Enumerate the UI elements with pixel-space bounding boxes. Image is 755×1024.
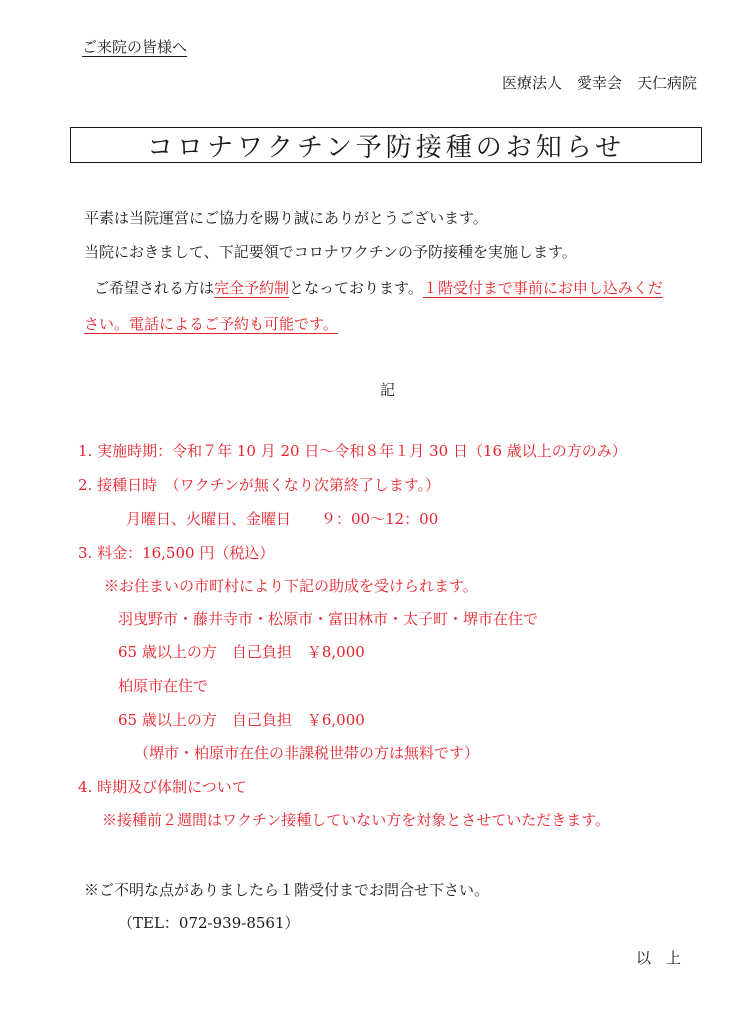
subsidy-amount-2: 65 歳以上の方 自己負担 ￥6,000 xyxy=(118,711,365,729)
intro-line-2: 当院におきまして、下記要領でコロナワクチンの予防接種を実施します。 xyxy=(84,243,577,261)
subsidy-amount-1: 65 歳以上の方 自己負担 ￥8,000 xyxy=(118,643,365,661)
telephone-number: （TEL：072-939-8561） xyxy=(118,914,300,932)
apply-at-reception-highlight: １階受付まで事前にお申し込みくだ xyxy=(422,279,663,297)
item-period-system: 4. 時期及び体制について xyxy=(78,778,247,796)
item-period: 1. 実施時期：令和７年 10 月 20 日〜令和８年１月 30 日（16 歳以上の方のみ） xyxy=(78,442,627,460)
item-fee: 3. 料金：16,500 円（税込） xyxy=(78,544,275,562)
title-box xyxy=(70,127,702,163)
item-schedule-detail: 月曜日、火曜日、金曜日 ９：00〜12：00 xyxy=(126,510,439,528)
intro-prefix: ご希望される方は xyxy=(94,279,215,297)
intro-line-3 xyxy=(94,277,663,298)
page-title: コロナワクチン予防接種のお知らせ xyxy=(147,132,625,163)
inquiry-note: ※ご不明な点がありましたら１階受付までお問合せ下さい。 xyxy=(84,881,490,899)
closing-mark: 以 上 xyxy=(636,949,682,967)
intro-line-1: 平素は当院運営にご協力を賜り誠にありがとうございます。 xyxy=(84,209,488,227)
item-fee-note: ※お住まいの市町村により下記の助成を受けられます。 xyxy=(104,577,478,595)
item-schedule: 2. 接種日時 （ワクチンが無くなり次第終了します。） xyxy=(78,476,441,494)
hospital-name: 医療法人 愛幸会 天仁病院 xyxy=(501,74,697,92)
subsidy-cities: 羽曳野市・藤井寺市・松原市・富田林市・太子町・堺市在住で xyxy=(118,610,539,628)
ki-marker: 記 xyxy=(380,381,396,399)
salutation: ご来院の皆様へ xyxy=(82,38,188,56)
subsidy-free-note: （堺市・柏原市在住の非課税世帯の方は無料です） xyxy=(134,744,480,762)
item-period-system-note: ※接種前２週間はワクチン接種していない方を対象とさせていただきます。 xyxy=(102,811,611,829)
reservation-only-highlight: 完全予約制 xyxy=(214,279,290,297)
subsidy-city-kashiwara: 柏原市在住で xyxy=(118,677,209,695)
intro-mid: となっております。 xyxy=(289,279,423,297)
phone-reservation-highlight: さい。電話によるご予約も可能です。 xyxy=(84,315,338,333)
